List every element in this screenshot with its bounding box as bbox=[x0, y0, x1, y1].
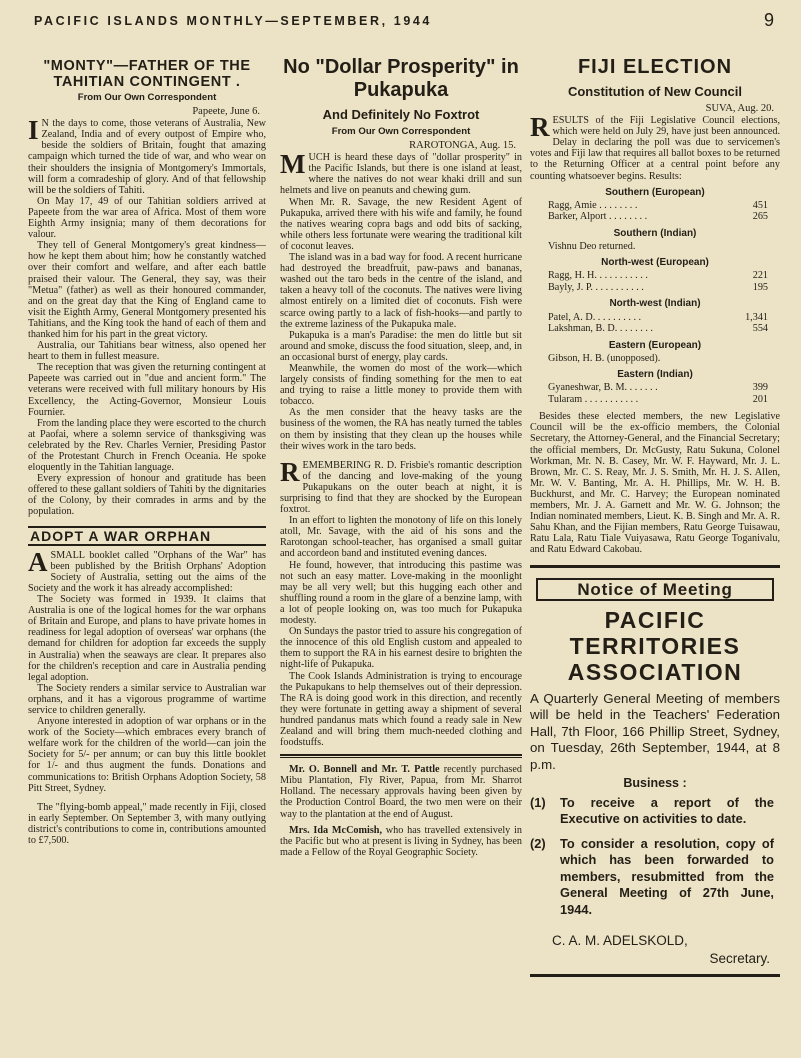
result-row: Lakshman, B. D. . . . . . . . 554 bbox=[548, 323, 768, 335]
fiji-dateline: SUVA, Aug. 20. bbox=[705, 103, 774, 114]
signer-title: Secretary. bbox=[709, 951, 770, 967]
result-row: Gyaneshwar, B. M. . . . . . . 399 bbox=[548, 382, 768, 394]
electorate-heading: North-west (Indian) bbox=[609, 298, 701, 310]
signature-block bbox=[552, 932, 770, 968]
drop-cap: A bbox=[28, 546, 48, 577]
result-row: Ragg, Amie . . . . . . . . 451 bbox=[548, 199, 768, 211]
business-heading: Business : bbox=[623, 775, 687, 790]
electorate-heading: Southern (European) bbox=[605, 186, 705, 198]
divider bbox=[280, 754, 522, 758]
pukapuka-byline: From Our Own Correspondent bbox=[331, 126, 471, 137]
pukapuka-paragraph: MUCH is heard these days of "dollar prosperity" in the Pacific Islands, but there is one island at least, where the natives do not wear khaki drill and sun helmets and live on peanuts and chewing gum. bbox=[280, 149, 522, 197]
orphan-paragraph: ASMALL booklet called "Orphans of the War" has been published by the British Orphans' Adoption Society of Australia, setting out the aims of the Society and the work it has already accomplished: bbox=[28, 546, 266, 594]
notice-box-title: Notice of Meeting bbox=[536, 578, 774, 600]
pukapuka-paragraph: He found, however, that introducing this pastime was not such an easy matter. Love-making in the moonlight may be all very well; but this hugging each other and shuffling round a room in the glare of a benzine lamp, with a lot of people looking on, was too much for Pukapuka modesty. bbox=[280, 559, 522, 627]
meeting-notice-body: A Quarterly General Meeting of members will be held in the Teachers' Federation Hall, 7th Floor, 166 Phillip Street, Sydney, on Tuesday, 26th September, 1944, at 8 p.m. bbox=[530, 690, 780, 772]
running-head bbox=[34, 10, 774, 36]
drop-cap: I bbox=[28, 115, 39, 146]
orphan-paragraph: Anyone interested in adoption of war orphans or in the work of the Society—which embraces every branch of welfare work for the children of the world—can join the Society for 5/- per annum; or can buy this little booklet for 1/- and thus augment the funds. Donations and communications to: British Orphans Adoption Society, 58 Pitt Street, Sydney. bbox=[28, 716, 266, 794]
fiji-paragraph: Besides these elected members, the new Legislative Council will be the ex-officio members, the Colonial Secretary, the Attorney-General, and the Financial Secretary; the official members, Dr. McGusty, Ratu Sukuna, Colonel Workman, Mr. N. B. Casey, Mr. W. F. Hayward, Mr. J. L. Brown, Mr. C. S. Reay, Mr. J. S. Smith, Mr. H. J. S. Allen, Mr. W. V. Banting, Mr. A. H. Phillips, Mr. W. H. B. Buckhurst, and Mr. C. Harvey; the European nominated members, Mr. J. A. Garnett and Mr. W. G. Johnson; the Indian nominated members, Lieut. K. B. Singh and Mr. A. R. Sahu Khan, and the Fijian members, Ratu George Tuisawau, Ratu Lala, Ratu Tiale Vuiyasawa, Ratu George Toganivalu, and Ratu Edward Cakobau. bbox=[530, 411, 780, 556]
signer-name: C. A. M. ADELSKOLD, bbox=[552, 933, 688, 949]
result-row: Bayly, J. P. . . . . . . . . . . 195 bbox=[548, 281, 768, 293]
result-row: Vishnu Deo returned. bbox=[548, 240, 636, 252]
association-name: PACIFIC TERRITORIES ASSOCIATION bbox=[567, 606, 743, 685]
electorate-heading: Southern (Indian) bbox=[613, 227, 697, 239]
electorate-heading: Eastern (Indian) bbox=[617, 369, 693, 381]
agenda-item: (1) To receive a report of the Executive on activities to date. bbox=[530, 794, 774, 827]
monty-dateline: Papeete, June 6. bbox=[192, 106, 260, 118]
monty-paragraph: Australia, our Tahitians bear witness, also opened her heart to them in fullest measure. bbox=[28, 340, 266, 363]
pukapuka-paragraph: The island was in a bad way for food. A recent hurricane had destroyed the breadfruit, paw-paws and bananas, washed out the taro beds in the centre of the island, and taken a heavy toll of the coconuts. The natives were living almost entirely on a limited diet of coconuts. Fish were scarce owing partly to a lack of fish-hooks—and partly to the extreme laziness of the Pukapuka male. bbox=[280, 252, 522, 330]
pukapuka-paragraph: Pukapuka is a man's Paradise: the men do little but sit around and smoke, discuss the food situation, sleep, and, in an occasional burst of energy, play cards. bbox=[280, 329, 522, 363]
monty-byline: From Our Own Correspondent bbox=[77, 92, 217, 103]
result-row: Patel, A. D. . . . . . . . . . 1,341 bbox=[548, 311, 768, 323]
monty-paragraph: I N the days to come, those veterans of Australia, New Zealand, India and of every outpost of Empire who, beside the soldiers of Britain, fought that amazing campaign which turned the tide of war, and who wear on their shoulders the insignia of Montgomery's Immortals, will form a comradeship of glory. And of that fellowship will be the soldiers of Tahiti. bbox=[28, 115, 266, 196]
pukapuka-subhead: And Definitely No Foxtrot bbox=[322, 107, 480, 122]
drop-cap: R bbox=[530, 112, 550, 143]
divider bbox=[530, 974, 780, 977]
monty-paragraph: The reception that was given the returning contingent at Papeete was carried out in "due and ancient form." The veterans were received with full military honours by His Excellency, the Acting-Governor, Monsieur Louis Fournier. bbox=[28, 362, 266, 418]
agenda-item: (2) To consider a resolution, copy of which has been forwarded to members, resubmitted from the General Meeting of 27th June, 1944. bbox=[530, 835, 774, 917]
drop-cap: R bbox=[280, 456, 300, 487]
monty-paragraph: From the landing place they were escorted to the church at Paofai, where a solemn service of thanksgiving was celebrated by the Rev. Charles Vernier, Presiding Pastor of the Protestant Church in French Oceania. He spoke eloquently in the Tahitian language. bbox=[28, 417, 266, 474]
result-row: Ragg, H. H. . . . . . . . . . . 221 bbox=[548, 270, 768, 282]
pukapuka-paragraph: As the men consider that the heavy tasks are the business of the women, the RA has neatly turned the tables on them by insisting that they clean up the houses while their wives work in the taro beds. bbox=[280, 407, 522, 452]
fiji-subhead: Constitution of New Council bbox=[567, 84, 743, 99]
orphan-paragraph: The Society renders a similar service to Australian war orphans, and it has a vigorous programme of wartime service to children generally. bbox=[28, 682, 266, 716]
pukapuka-paragraph: On Sundays the pastor tried to assure his congregation of the innocence of this old English custom and appealed to them to support the RA in his earnest desire to brighten the night-life of Pukapuka. bbox=[280, 626, 522, 671]
news-note: Mrs. Ida McComish, who has travelled extensively in the Pacific but who at present is living in Sydney, has been made a Fellow of the Royal Geographic Society. bbox=[280, 824, 522, 858]
result-row: Gibson, H. B. (unopposed). bbox=[548, 352, 661, 364]
orphan-headline: ADOPT A WAR ORPHAN bbox=[28, 526, 266, 546]
divider bbox=[530, 565, 780, 568]
monty-paragraph: On May 17, 49 of our Tahitian soldiers arrived at Papeete from the war area of Africa. Most of them wore Eighth Army insignia; many of them decorations for valour. bbox=[28, 195, 266, 241]
page-number: 9 bbox=[763, 10, 774, 30]
orphan-paragraph: The Society was formed in 1939. It claims that Australia is one of the logical homes for the war orphans of Britain and Europe, and plans to have private homes in readiness for legal adoption of overseas' war orphans (the demand for children for adoption far exceeds the supply in Australia) when the seaways are clear. It prepares also for the children's reception and care in Australia pending legal adoption. bbox=[28, 594, 266, 683]
column-right bbox=[530, 52, 780, 1042]
pukapuka-paragraph: The Cook Islands Administration is trying to encourage the Pukapukans to help themselves out of their depression. The RA is doing good work in this direction, and recently they were fortunate in getting away a shipment of several hundred pandanus mats which found a ready sale in New Zealand and will bring them much-needed clothing and foodstuffs. bbox=[280, 670, 522, 749]
pukapuka-dateline: RAROTONGA, Aug. 15. bbox=[409, 140, 516, 152]
news-note: Mr. O. Bonnell and Mr. T. Pattle recently purchased Mibu Plantation, Fly River, Papua, from Mr. Sharrot Holland. The necessary approvals having been given by the Production Control Board, the two men were on their way to the plantation at the end of August. bbox=[280, 764, 522, 820]
pukapuka-paragraph: REMEMBERING R. D. Frisbie's romantic description of the dancing and love-making of the young Pukapukans on the outer beach at night, it is surprising to find that they are shocked by the European foxtrot. bbox=[280, 456, 522, 516]
electorate-heading: Eastern (European) bbox=[608, 339, 702, 351]
result-row: Barker, Alport . . . . . . . . 265 bbox=[548, 211, 768, 223]
flying-bomb-paragraph: The "flying-bomb appeal," made recently in Fiji, closed in early September. On September 3, with many outlying district's contributions to come in, contributions amounted to £7,500. bbox=[28, 801, 266, 846]
result-row: Tularam . . . . . . . . . . . 201 bbox=[548, 393, 768, 405]
monty-paragraph: Every expression of honour and gratitude has been offered to these gallant soldiers of Tahiti by the dignitaries of the Colony, by their comrades in arms and by the population. bbox=[28, 473, 266, 518]
electorate-heading: North-west (European) bbox=[601, 257, 709, 269]
pukapuka-headline: No "Dollar Prosperity" in Pukapuka bbox=[283, 56, 519, 101]
fiji-headline: FIJI ELECTION bbox=[577, 56, 733, 78]
column-middle bbox=[280, 52, 522, 1012]
drop-cap: M bbox=[280, 149, 306, 180]
column-left bbox=[28, 52, 266, 1012]
fiji-paragraph: RESULTS of the Fiji Legislative Council elections, which were held on July 29, have just been announced. Delay in declaring the poll was due to servicemen's votes and Fiji law that requires all ballot boxes to be returned to the Returning Officer at a central point before any counting whatsoever begins. Results: bbox=[530, 112, 780, 182]
monty-paragraph: They tell of General Montgomery's great kindness—how he kept them about him; how he constantly watched over their comfort and welfare, and after each battle praised their valour. The General, they say, was their "Metua" (father) as well as their honoured commander, and on the great day that the King of England came to visit the Eighth Army, General Montgomery presented his Tahitians, and the King took the hand of each of them and thanked him for his part in the great victory. bbox=[28, 240, 266, 340]
monty-headline: "MONTY"—FATHER OF THE TAHITIAN CONTINGENT . bbox=[43, 58, 251, 90]
pukapuka-paragraph: When Mr. R. Savage, the new Resident Agent of Pukapuka, arrived there with his wife and family, he found the natives wearing copra bags and odd bits of sacking, while others less fortunate were wearing the traditional kilt of coconut leaves. bbox=[280, 196, 522, 252]
pukapuka-paragraph: Meanwhile, the women do most of the work—which largely consists of finding something for the men to eat and trying to raise a little money to provide them with tobacco. bbox=[280, 362, 522, 408]
running-head-title: PACIFIC ISLANDS MONTHLY—SEPTEMBER, 1944 bbox=[34, 14, 432, 28]
pukapuka-paragraph: In an effort to lighten the monotony of life on this lonely atoll, Mr. Savage, with the aid of his sons and the Rarotongan school-teacher, has organised a small guitar and accordeon band and instituted evening dances. bbox=[280, 515, 522, 560]
